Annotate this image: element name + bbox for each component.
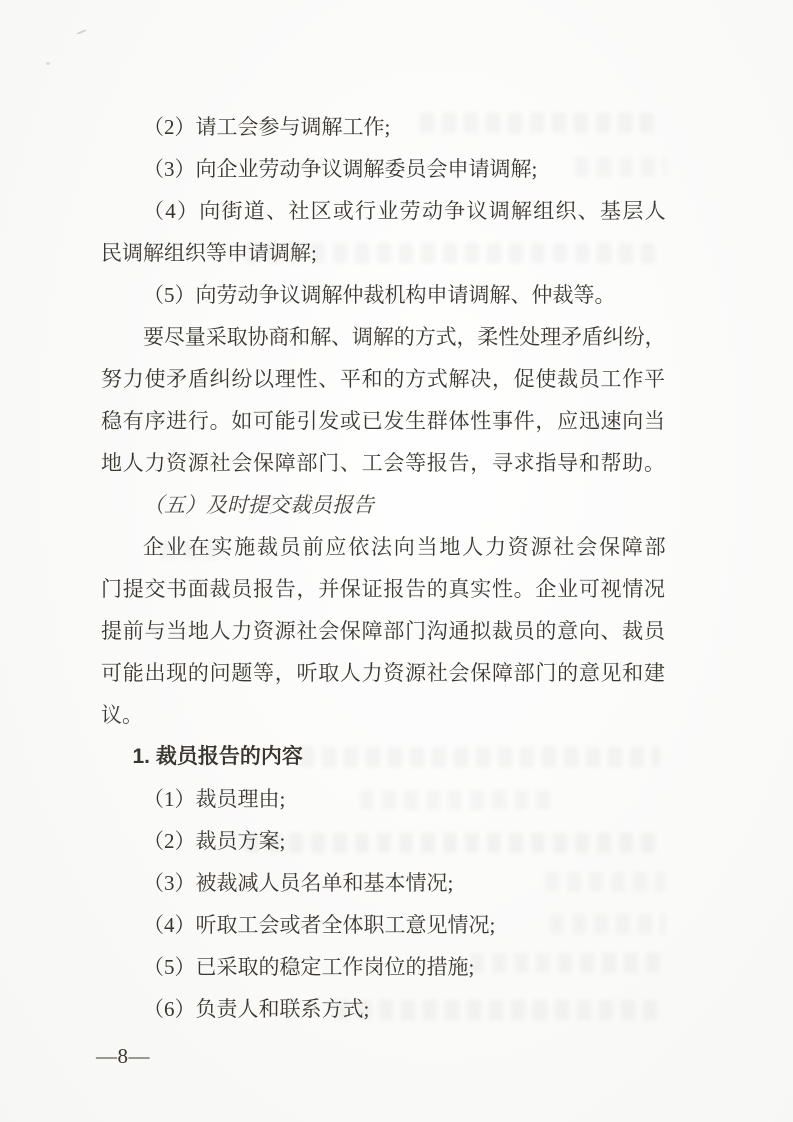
- list-item: （6）负责人和联系方式;: [143, 997, 370, 1021]
- page-number: —8—: [96, 1044, 150, 1068]
- list-item: （5）已采取的稳定工作岗位的措施;: [143, 955, 475, 979]
- paragraph-line: 议。: [101, 703, 143, 727]
- list-item: （4）听取工会或者全体职工意见情况;: [143, 913, 496, 937]
- document-text-block: [101, 106, 665, 1030]
- list-item: （3）向企业劳动争议调解委员会申请调解;: [143, 157, 538, 181]
- list-item: （2）裁员方案;: [143, 829, 286, 853]
- scan-speck: [76, 29, 87, 35]
- paragraph-line: 企业在实施裁员前应依法向当地人力资源社会保障部: [143, 535, 665, 559]
- list-item: （4）向街道、社区或行业劳动争议调解组织、基层人: [143, 199, 665, 223]
- paragraph-line: 稳有序进行。如可能引发或已发生群体性事件，应迅速向当: [101, 409, 665, 433]
- section-heading: 1. 裁员报告的内容: [132, 745, 303, 768]
- subsection-heading: （五）及时提交裁员报告: [143, 493, 374, 517]
- paragraph-line: 门提交书面裁员报告，并保证报告的真实性。企业可视情况: [101, 577, 665, 601]
- paragraph-line: 可能出现的问题等，听取人力资源社会保障部门的意见和建: [101, 661, 665, 685]
- list-item: （2）请工会参与调解工作;: [143, 115, 391, 139]
- paragraph-line: 努力使矛盾纠纷以理性、平和的方式解决，促使裁员工作平: [101, 367, 665, 391]
- scan-speck: [46, 62, 50, 65]
- list-item: （3）被裁减人员名单和基本情况;: [143, 871, 454, 895]
- paragraph-line: 地人力资源社会保障部门、工会等报告，寻求指导和帮助。: [101, 451, 665, 475]
- paragraph-line: 要尽量采取协商和解、调解的方式，柔性处理矛盾纠纷，: [143, 325, 665, 349]
- list-item: （5）向劳动争议调解仲裁机构申请调解、仲裁等。: [143, 283, 616, 307]
- list-item: （1）裁员理由;: [143, 787, 286, 811]
- text-line: 民调解组织等申请调解;: [101, 241, 317, 265]
- paragraph-line: 提前与当地人力资源社会保障部门沟通拟裁员的意向、裁员: [101, 619, 665, 643]
